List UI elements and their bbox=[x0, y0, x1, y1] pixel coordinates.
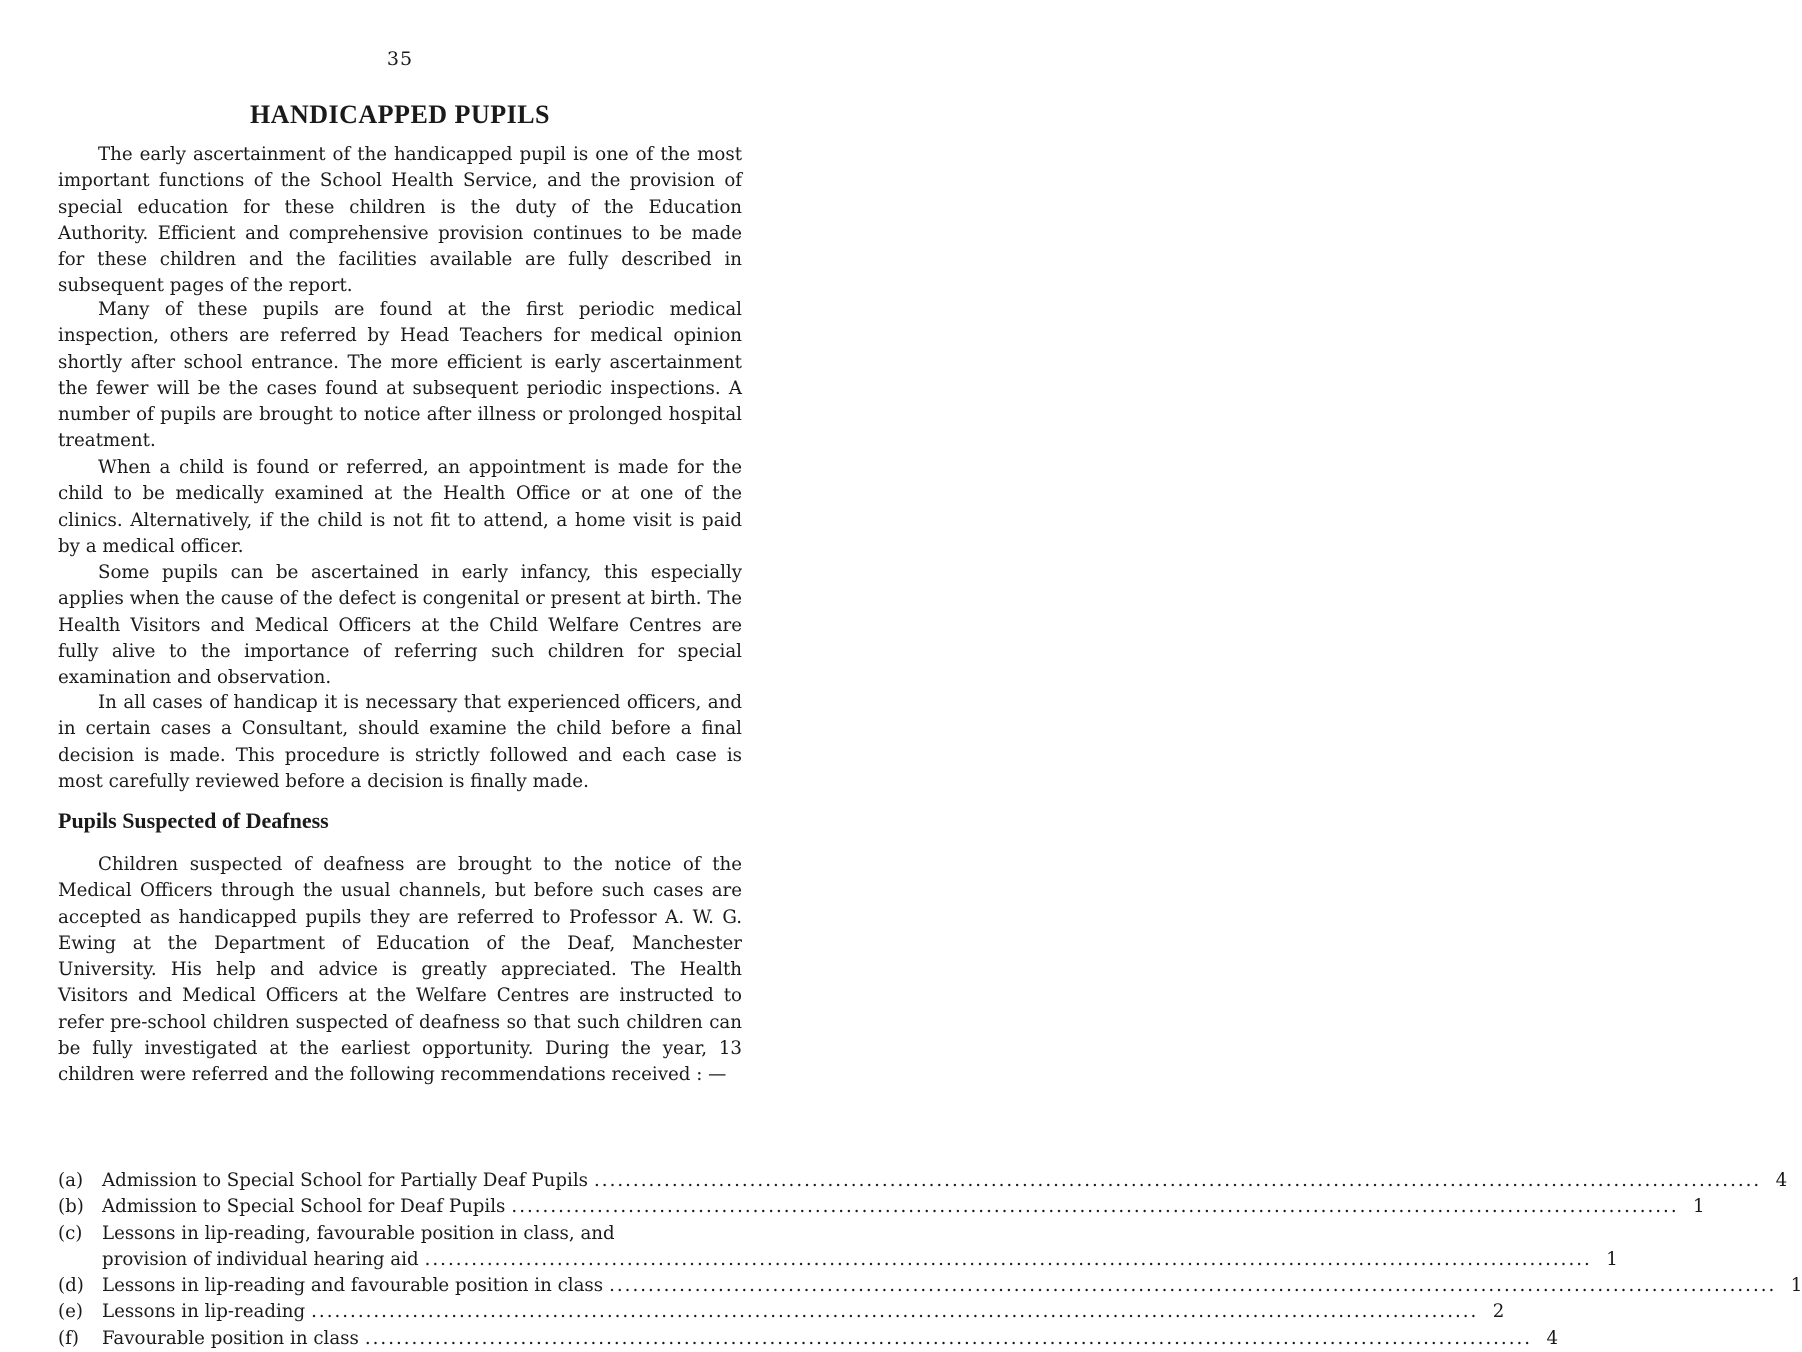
list-item-text: Lessons in lip-reading bbox=[102, 1301, 306, 1323]
list-item bbox=[58, 1326, 1559, 1352]
recommendations-list bbox=[58, 1168, 1802, 1352]
list-item bbox=[58, 1221, 1618, 1274]
leader-dots bbox=[365, 1326, 1532, 1352]
list-item-letter: (e) bbox=[58, 1301, 83, 1323]
paragraph-1: The early ascertainment of the handicapped pupil is one of the most important functions of the School Health Service, and the provision of special education for these children is the duty of the Education Authority. Efficient and comprehensive provision continues to be made for these children and the facilities available are fully described in subsequent pages of the report. bbox=[58, 144, 742, 297]
list-item bbox=[58, 1168, 1788, 1194]
list-item-count: 1 bbox=[1790, 1275, 1802, 1297]
list-item-letter: (d) bbox=[58, 1275, 84, 1297]
page-number: 35 bbox=[386, 48, 414, 70]
leader-dots bbox=[594, 1168, 1761, 1194]
list-item-text: Admission to Special School for Deaf Pupils bbox=[102, 1196, 506, 1218]
paragraph-5: In all cases of handicap it is necessary that experienced officers, and in certain cases a Consultant, should examine the child before a final decision is made. This procedure is strictly followed and each case is most carefully reviewed before a decision is finally made. bbox=[58, 692, 742, 792]
section-heading: Pupils Suspected of Deafness bbox=[58, 808, 329, 833]
list-item-text: Favourable position in class bbox=[102, 1327, 359, 1349]
leader-dots bbox=[425, 1247, 1592, 1273]
list-item-text: provision of individual hearing aid bbox=[102, 1248, 419, 1270]
list-item-letter: (b) bbox=[58, 1196, 84, 1218]
list-item-text: Lessons in lip-reading, favourable position in class, and bbox=[102, 1222, 615, 1244]
list-item-text: Lessons in lip-reading and favourable position in class bbox=[102, 1275, 604, 1297]
list-item bbox=[58, 1299, 1505, 1325]
list-item-count: 1 bbox=[1693, 1196, 1705, 1218]
leader-dots bbox=[609, 1273, 1776, 1299]
list-item bbox=[58, 1194, 1705, 1220]
list-item-count: 2 bbox=[1492, 1301, 1505, 1323]
list-item-letter: (a) bbox=[58, 1170, 84, 1191]
list-item bbox=[58, 1273, 1802, 1299]
list-item-letter: (c) bbox=[58, 1222, 83, 1244]
paragraph-2: Many of these pupils are found at the first periodic medical inspection, others are referred by Head Teachers for medical opinion shortly after school entrance. The more efficient is early ascertainment the fewer will be the cases found at subsequent periodic inspections. A number of pupils are brought to notice after illness or prolonged hospital treatment. bbox=[58, 299, 742, 452]
list-item-text: Admission to Special School for Partially Deaf Pupils bbox=[102, 1170, 589, 1191]
list-item-letter: (f) bbox=[58, 1327, 79, 1349]
list-item-count: 4 bbox=[1546, 1327, 1559, 1349]
section-paragraph: Children suspected of deafness are brought to the notice of the Medical Officers through the usual channels, but before such cases are accepted as handicapped pupils they are referred to Professor A. W. G. Ewing at the Department of Education of the Deaf, Manchester University. His help and advice is greatly appreciated. The Health Visitors and Medical Officers at the Welfare Centres are instructed to refer pre-school children suspected of deafness so that such children can be fully investigated at the earliest opportunity. During the year, 13 children were referred and the following recommendations received : — bbox=[58, 854, 742, 1086]
leader-dots bbox=[311, 1299, 1478, 1325]
list-item-count: 4 bbox=[1775, 1170, 1788, 1191]
paragraph-4: Some pupils can be ascertained in early infancy, this especially applies when the cause of the defect is congenital or present at birth. The Health Visitors and Medical Officers at the Child Welfare Centres are fully alive to the importance of referring such children for special examination and observation. bbox=[58, 562, 742, 689]
leader-dots bbox=[511, 1194, 1678, 1220]
paragraph-3: When a child is found or referred, an appointment is made for the child to be medically examined at the Health Office or at one of the clinics. Alternatively, if the child is not fit to attend, a home visit is paid by a medical officer. bbox=[58, 457, 742, 557]
list-item-count: 1 bbox=[1606, 1248, 1618, 1270]
page-title: HANDICAPPED PUPILS bbox=[249, 100, 551, 129]
